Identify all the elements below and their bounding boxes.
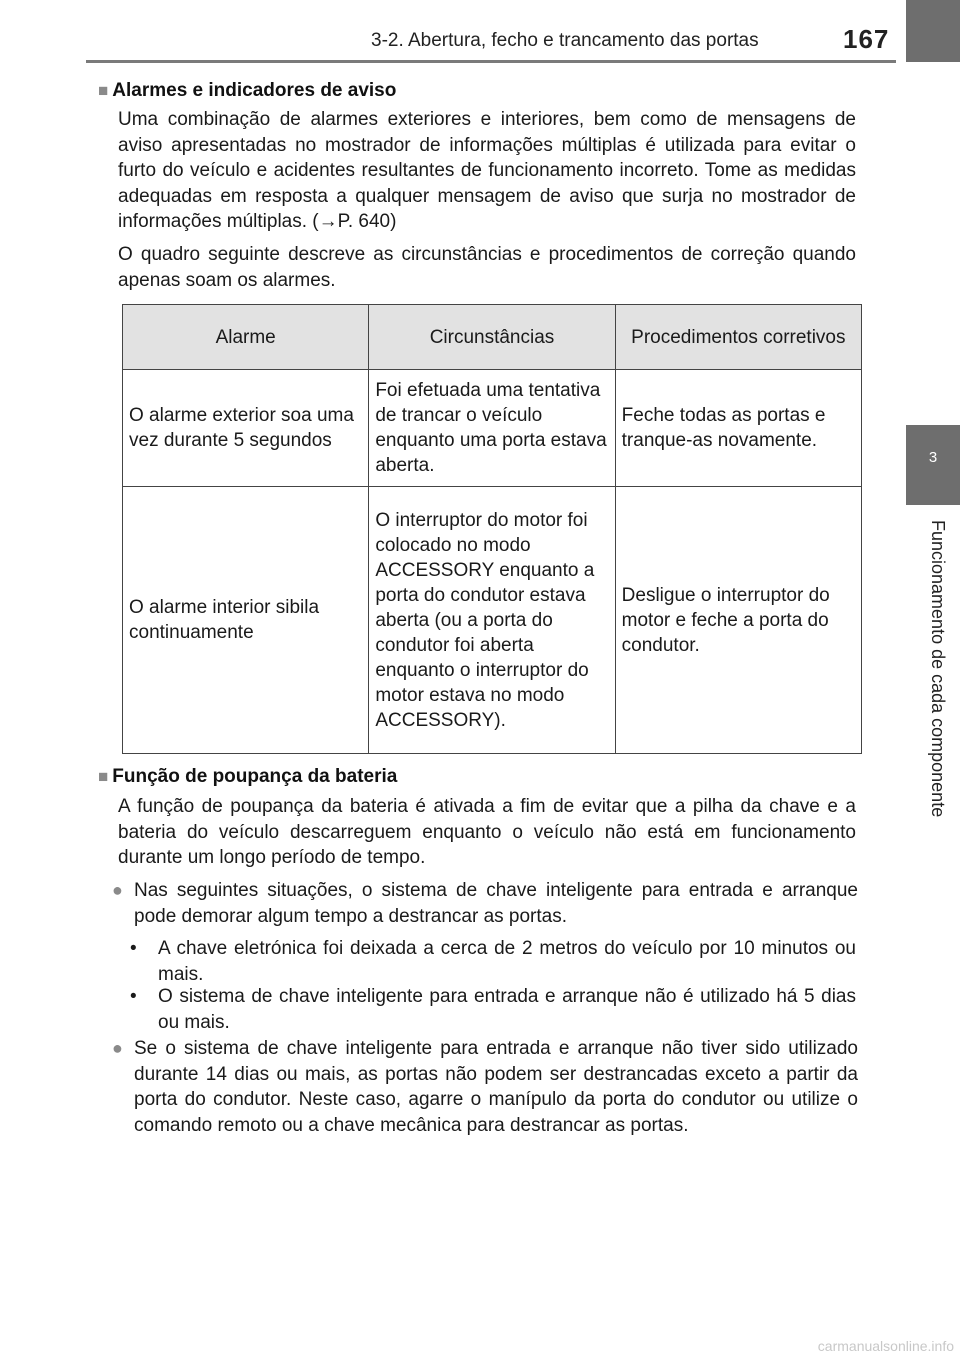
alarms-heading	[98, 80, 396, 102]
page-number: 167	[843, 24, 890, 54]
table-cell: O alarme interior sibila continuamente	[123, 487, 369, 754]
bullet-text: Nas seguintes situações, o sistema de chave inteligente para entrada e arranque pode demorar algum tempo a destrancar as portas.	[134, 880, 858, 927]
bullet-icon: ●	[112, 880, 123, 900]
section-marker-icon: ■	[98, 81, 109, 100]
battery-heading-text: Função de poupança da bateria	[112, 766, 398, 787]
table-row	[123, 370, 862, 487]
table-cell: Feche todas as portas e tranque-as novamente.	[615, 370, 861, 487]
table-header-row	[123, 305, 862, 370]
table-header-cell: Circunstâncias	[369, 305, 615, 370]
alarms-heading-text: Alarmes e indicadores de aviso	[112, 80, 397, 101]
battery-intro: A função de poupança da bateria é ativada a fim de evitar que a pilha da chave e a bateria do veículo descarreguem enquanto o veículo não está em funcionamento durante um longo período de tempo.	[118, 796, 856, 869]
header-rule	[86, 60, 896, 63]
alarms-paragraph-2: O quadro seguinte descreve as circunstâncias e procedimentos de correção quando apenas soam os alarmes.	[118, 244, 856, 291]
battery-heading	[98, 766, 397, 788]
sub-bullet-icon: •	[130, 938, 137, 959]
table-row	[123, 487, 862, 754]
bullet-text: Se o sistema de chave inteligente para entrada e arranque não tiver sido utilizado durante 14 dias ou mais, as portas não podem ser destrancadas exceto a partir da porta do condutor. Neste caso, agarre o manípulo da porta do condutor ou utilize o comando remoto ou a chave mecânica para destrancar as portas.	[134, 1038, 858, 1136]
chapter-side-label: Funcionamento de cada componente	[928, 520, 948, 818]
alarms-paragraph-1: Uma combinação de alarmes exteriores e interiores, bem como de mensagens de aviso apresentadas no mostrador de informações múltiplas é utilizada para evitar o furto do veículo e acidentes resultantes de funcionamento incorreto. Tome as medidas adequadas em resposta a qualquer mensagem de aviso que surja no mostrador de informações múltiplas. (→P. 640)	[118, 109, 856, 233]
bullet-icon: ●	[112, 1038, 123, 1058]
table-cell: O alarme exterior soa uma vez durante 5 segundos	[123, 370, 369, 487]
table-cell: Foi efetuada uma tentativa de trancar o veículo enquanto uma porta estava aberta.	[369, 370, 615, 487]
alarm-table	[122, 304, 862, 754]
header-section-title: 3-2. Abertura, fecho e trancamento das portas	[371, 30, 759, 51]
section-marker-icon: ■	[98, 767, 109, 786]
watermark: carmanualsonline.info	[817, 1338, 954, 1354]
sub-bullet-icon: •	[130, 986, 137, 1007]
table-cell: O interruptor do motor foi colocado no modo ACCESSORY enquanto a porta do condutor estava aberta (ou a porta do condutor foi aberta enquanto o interruptor do motor estava no modo ACCESSORY).	[369, 487, 615, 754]
table-header-cell: Alarme	[123, 305, 369, 370]
table-header-cell: Procedimentos corretivos	[615, 305, 861, 370]
side-tab-top-block	[906, 0, 960, 62]
sub-bullet-text: O sistema de chave inteligente para entrada e arranque não é utilizado há 5 dias ou mais.	[158, 986, 856, 1033]
chapter-tab-number: 3	[928, 449, 938, 466]
table-cell: Desligue o interruptor do motor e feche a porta do condutor.	[615, 487, 861, 754]
sub-bullet-text: A chave eletrónica foi deixada a cerca de 2 metros do veículo por 10 minutos ou mais.	[158, 938, 856, 985]
